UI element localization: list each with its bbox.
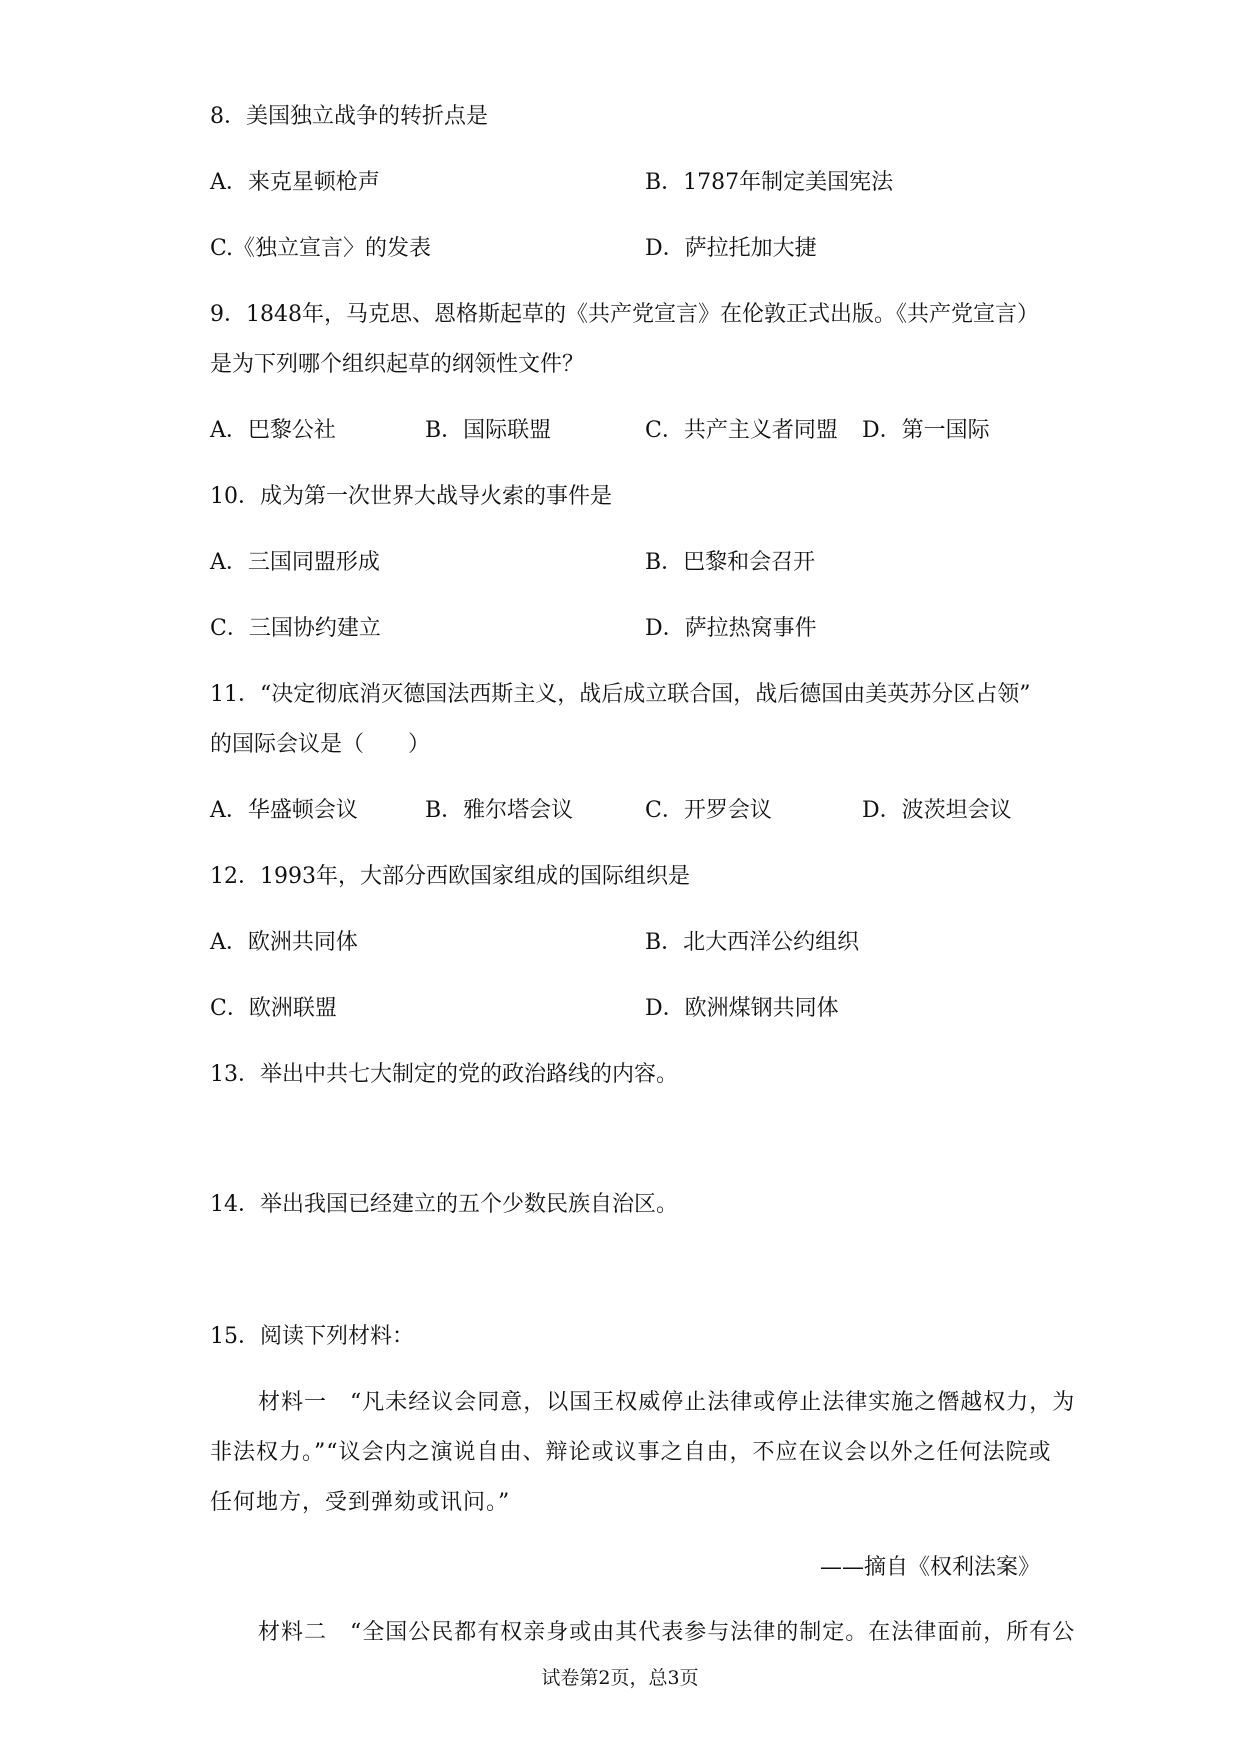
question-10-stem: 10．成为第一次世界大战导火索的事件是	[210, 484, 612, 509]
material-1-line3: 任何地方，受到弹劾或讯问。”	[210, 1490, 511, 1515]
question-10-option-b: B．巴黎和会召开	[645, 550, 816, 575]
material-2-line1: 材料二 “全国公民都有权亲身或由其代表参与法律的制定。在法律面前，所有公	[258, 1620, 1076, 1645]
question-8-option-c: C.《独立宣言〉的发表	[210, 236, 432, 261]
question-8-option-d: D．萨拉托加大捷	[645, 236, 817, 261]
question-12-option-d: D．欧洲煤钢共同体	[645, 996, 839, 1021]
question-13-stem: 13．举出中共七大制定的党的政治路线的内容。	[210, 1062, 678, 1087]
question-10-option-d: D．萨拉热窝事件	[645, 616, 817, 641]
question-8-option-a: A．来克星顿枪声	[210, 170, 380, 195]
question-9-stem-line2: 是为下列哪个组织起草的纲领性文件？	[210, 352, 585, 377]
question-12-option-b: B．北大西洋公约组织	[645, 930, 860, 955]
question-11-option-c: C．开罗会议	[645, 798, 772, 823]
question-11-stem-line1: 11．“决定彻底消灭德国法西斯主义，战后成立联合国，战后德国由美英苏分区占领”	[210, 682, 1031, 707]
material-1-line2: 非法权力。”“议会内之演说自由、辩论或议事之自由，不应在议会以外之任何法院或	[210, 1440, 1052, 1465]
question-11-option-d: D．波茨坦会议	[862, 798, 1012, 823]
question-9-stem-line1: 9．1848年，马克思、恩格斯起草的《共产党宣言》在伦敦正式出版。《共产党宣言）	[210, 302, 1039, 327]
question-9-option-d: D．第一国际	[862, 418, 990, 443]
question-8-stem: 8．美国独立战争的转折点是	[210, 104, 488, 129]
question-9-option-a: A．巴黎公社	[210, 418, 336, 443]
question-9-option-b: B．国际联盟	[425, 418, 552, 443]
question-12-stem: 12．1993年，大部分西欧国家组成的国际组织是	[210, 864, 690, 889]
question-10-option-c: C．三国协约建立	[210, 616, 381, 641]
question-9-option-c: C．共产主义者同盟	[645, 418, 838, 443]
question-11-option-a: A．华盛顿会议	[210, 798, 358, 823]
question-12-option-c: C．欧洲联盟	[210, 996, 337, 1021]
question-10-option-a: A．三国同盟形成	[210, 550, 380, 575]
question-8-option-b: B．1787年制定美国宪法	[645, 170, 894, 195]
page-footer: 试卷第2页，总3页	[541, 1667, 699, 1689]
question-15-stem: 15．阅读下列材料：	[210, 1324, 414, 1349]
material-1-source: ——摘自《权利法案》	[819, 1555, 1040, 1580]
question-11-stem-line2: 的国际会议是（ ）	[210, 732, 431, 757]
material-1-line1: 材料一 “凡未经议会同意，以国王权威停止法律或停止法律实施之僭越权力，为	[258, 1390, 1076, 1415]
question-12-option-a: A．欧洲共同体	[210, 930, 358, 955]
question-11-option-b: B．雅尔塔会议	[425, 798, 574, 823]
question-14-stem: 14．举出我国已经建立的五个少数民族自治区。	[210, 1192, 678, 1217]
